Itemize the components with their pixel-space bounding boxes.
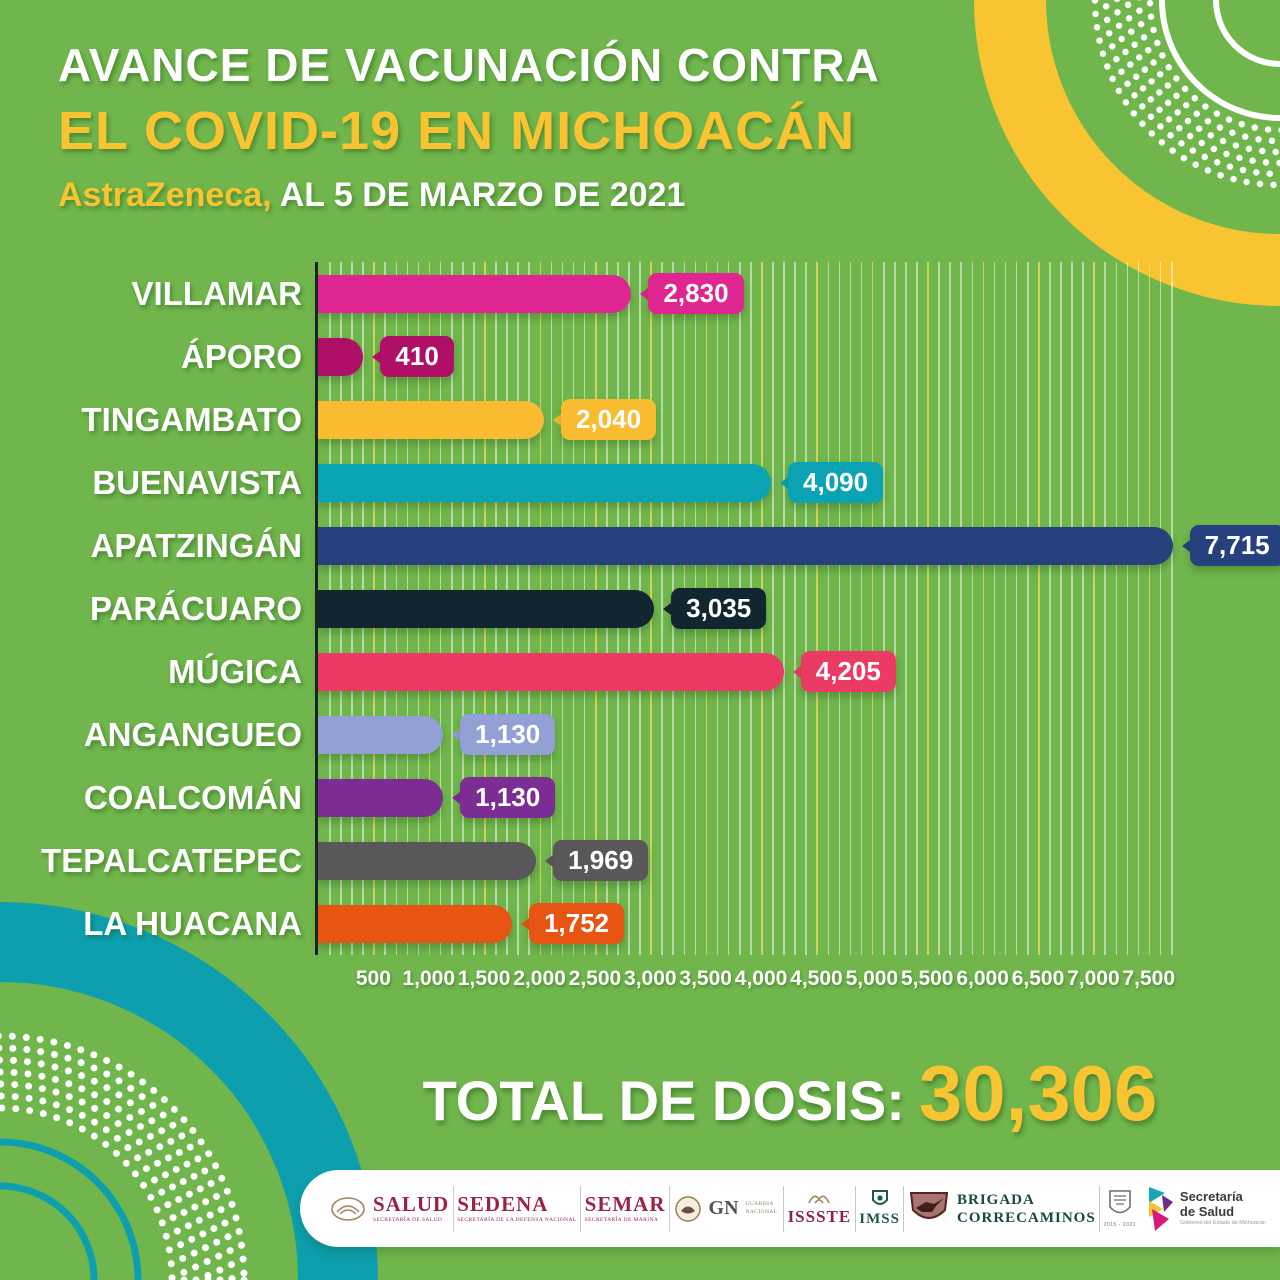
- x-tick-label-6500: 6,500: [1011, 967, 1065, 990]
- salud-sublabel: SECRETARÍA DE SALUD: [373, 1217, 443, 1224]
- bar-mugica: [318, 653, 784, 691]
- logo-michoacan-salud: [1104, 1187, 1266, 1231]
- category-label-villamar: VILLAMAR: [131, 275, 302, 312]
- brigada-label-line1: BRIGADA: [956, 1191, 1035, 1208]
- salud-label: SALUD: [373, 1192, 450, 1217]
- value-label-paracuaro: 3,035: [671, 588, 766, 629]
- value-label-villamar: 2,830: [648, 273, 743, 314]
- bar-buenavista: [318, 464, 771, 502]
- value-tag-villamar: [640, 272, 743, 316]
- category-label-coalcoman: COALCOMÁN: [83, 779, 302, 816]
- bar-chart: [0, 262, 1280, 992]
- bar-tepalcatepec: [318, 842, 536, 880]
- category-label-paracuaro: PARÁCUARO: [89, 590, 302, 627]
- x-tick-label-500: 500: [355, 967, 391, 990]
- grid-line-minor: [1171, 262, 1173, 955]
- gn-label: GN: [708, 1197, 739, 1219]
- value-tag-mugica: [793, 650, 896, 694]
- title-line3: [58, 176, 880, 215]
- bar-angangueo: [318, 716, 443, 754]
- bar-villamar: [318, 275, 631, 313]
- value-label-angangueo: 1,130: [460, 714, 555, 755]
- issste-label: ISSSTE: [787, 1207, 852, 1226]
- category-label-angangueo: ANGANGUEO: [83, 716, 302, 753]
- semar-label: SEMAR: [584, 1192, 666, 1217]
- grid-line-minor: [1104, 262, 1106, 955]
- bar-paracuaro: [318, 590, 654, 628]
- category-label-tepalcatepec: TEPALCATEPEC: [41, 842, 302, 879]
- logo-sedena: [457, 1193, 576, 1224]
- semar-sublabel: SECRETARÍA DE MARINA: [584, 1217, 659, 1224]
- value-tag-tingambato: [553, 398, 656, 442]
- grid-line-major: [872, 262, 874, 955]
- imss-label: IMSS: [859, 1211, 900, 1227]
- value-tag-aporo: [372, 335, 453, 379]
- value-tag-coalcoman: [452, 776, 555, 820]
- footer-divider: [855, 1186, 856, 1232]
- brigada-label-line2: CORRECAMINOS: [956, 1209, 1096, 1226]
- category-label-tingambato: TINGAMBATO: [81, 401, 302, 438]
- grid-line-minor: [783, 262, 785, 955]
- grid-line-major: [983, 262, 985, 955]
- grid-line-minor: [994, 262, 996, 955]
- bar-tingambato: [318, 401, 544, 439]
- roadrunner-shield-icon: [908, 1190, 950, 1228]
- grid-line-minor: [883, 262, 885, 955]
- bar-aporo: [318, 338, 363, 376]
- sedena-sublabel: SECRETARÍA DE LA DEFENSA NACIONAL: [457, 1217, 577, 1224]
- michoacan-label-line1: Secretaría: [1179, 1189, 1243, 1205]
- x-tick-label-2500: 2,500: [568, 967, 622, 990]
- grid-line-minor: [960, 262, 962, 955]
- issste-emblem-icon: [807, 1190, 831, 1205]
- grid-line-minor: [1082, 262, 1084, 955]
- footer-divider: [453, 1186, 454, 1232]
- category-label-la-huacana: LA HUACANA: [83, 905, 302, 942]
- logo-gn: [674, 1195, 780, 1223]
- value-tag-apatzingan: [1182, 524, 1280, 568]
- michoacan-sublabel: Gobierno del Estado de Michoacán: [1179, 1219, 1266, 1226]
- grid-line-major: [1149, 262, 1151, 955]
- logo-imss: [859, 1189, 900, 1228]
- x-tick-label-5000: 5,000: [845, 967, 899, 990]
- value-tag-paracuaro: [663, 587, 766, 631]
- total-doses-banner: [300, 1048, 1280, 1139]
- x-tick-label-7500: 7,500: [1122, 967, 1176, 990]
- value-label-buenavista: 4,090: [788, 462, 883, 503]
- michoacan-period: 2015 - 2021: [1103, 1222, 1136, 1228]
- value-tag-la-huacana: [521, 902, 624, 946]
- bar-coalcoman: [318, 779, 443, 817]
- title-line2: EL COVID-19 EN MICHOACÁN: [58, 101, 856, 161]
- logo-brigada-correcaminos: [908, 1190, 1096, 1228]
- michoacan-shield-icon: [1107, 1189, 1133, 1219]
- footer-logos-strip: [300, 1170, 1280, 1247]
- michoacan-label-line2: de Salud: [1179, 1203, 1235, 1219]
- grid-line-minor: [1049, 262, 1051, 955]
- sedena-label: SEDENA: [457, 1192, 549, 1217]
- grid-line-minor: [850, 262, 852, 955]
- x-tick-label-4000: 4,000: [734, 967, 788, 990]
- grid-line-minor: [1060, 262, 1062, 955]
- grid-line-minor: [1138, 262, 1140, 955]
- logo-salud: [330, 1193, 449, 1224]
- grid-line-minor: [972, 262, 974, 955]
- gn-sublabel: GUARDIA NACIONAL: [745, 1201, 778, 1215]
- value-label-tepalcatepec: 1,969: [553, 840, 648, 881]
- bar-apatzingan: [318, 527, 1173, 565]
- x-tick-label-5500: 5,500: [900, 967, 954, 990]
- grid-line-minor: [938, 262, 940, 955]
- grid-line-minor: [805, 262, 807, 955]
- value-label-aporo: 410: [380, 336, 453, 377]
- category-label-buenavista: BUENAVISTA: [92, 464, 302, 501]
- title-line1: AVANCE DE VACUNACIÓN CONTRA: [58, 39, 880, 91]
- x-tick-label-6000: 6,000: [956, 967, 1009, 990]
- grid-line-major: [1093, 262, 1095, 955]
- category-label-apatzingan: APATZINGÁN: [90, 527, 302, 564]
- value-label-mugica: 4,205: [801, 651, 896, 692]
- grid-line-minor: [1071, 262, 1073, 955]
- category-label-mugica: MÚGICA: [168, 653, 302, 690]
- grid-line-minor: [1016, 262, 1018, 955]
- title-date: AL 5 DE MARZO DE 2021: [271, 176, 686, 214]
- grid-line-minor: [905, 262, 907, 955]
- value-label-la-huacana: 1,752: [529, 903, 624, 944]
- x-tick-label-3500: 3,500: [679, 967, 732, 990]
- gn-eagle-icon: [674, 1195, 702, 1223]
- grid-line-minor: [839, 262, 841, 955]
- total-doses-value: 30,306: [918, 1049, 1158, 1137]
- grid-line-minor: [1160, 262, 1162, 955]
- value-tag-tepalcatepec: [545, 839, 648, 883]
- value-tag-angangueo: [452, 713, 555, 757]
- grid-line-minor: [894, 262, 896, 955]
- total-doses-label: TOTAL DE DOSIS:: [422, 1069, 905, 1132]
- x-tick-label-1500: 1,500: [457, 967, 511, 990]
- x-tick-label-7000: 7,000: [1067, 967, 1120, 990]
- grid-line-minor: [1116, 262, 1118, 955]
- grid-line-major: [927, 262, 929, 955]
- grid-line-minor: [1127, 262, 1129, 955]
- x-tick-label-1000: 1,000: [402, 967, 456, 990]
- imss-emblem-icon: [870, 1189, 890, 1209]
- value-label-tingambato: 2,040: [561, 399, 656, 440]
- michoacan-k-logo-icon: [1143, 1187, 1173, 1231]
- bar-la-huacana: [318, 905, 512, 943]
- value-label-coalcoman: 1,130: [460, 777, 555, 818]
- grid-line-major: [816, 262, 818, 955]
- grid-line-minor: [861, 262, 863, 955]
- title-vaccine-name: AstraZeneca,: [58, 176, 272, 214]
- x-tick-label-2000: 2,000: [513, 967, 566, 990]
- grid-line-minor: [949, 262, 951, 955]
- footer-divider: [783, 1186, 784, 1232]
- footer-divider: [1099, 1186, 1100, 1232]
- x-tick-label-4500: 4,500: [790, 967, 843, 990]
- grid-line-minor: [794, 262, 796, 955]
- title-block: [58, 38, 880, 215]
- logo-semar: [585, 1193, 666, 1224]
- salud-eagle-icon: [330, 1195, 366, 1223]
- grid-line-minor: [1027, 262, 1029, 955]
- category-label-aporo: ÁPORO: [180, 338, 302, 375]
- grid-line-major: [1038, 262, 1040, 955]
- grid-line-minor: [916, 262, 918, 955]
- logo-issste: [788, 1190, 852, 1227]
- grid-line-minor: [772, 262, 774, 955]
- footer-divider: [669, 1186, 670, 1232]
- grid-line-minor: [1005, 262, 1007, 955]
- value-tag-buenavista: [780, 461, 883, 505]
- value-label-apatzingan: 7,715: [1190, 525, 1280, 566]
- grid-line-minor: [828, 262, 830, 955]
- x-tick-label-3000: 3,000: [624, 967, 677, 990]
- footer-divider: [903, 1186, 904, 1232]
- footer-divider: [580, 1186, 581, 1232]
